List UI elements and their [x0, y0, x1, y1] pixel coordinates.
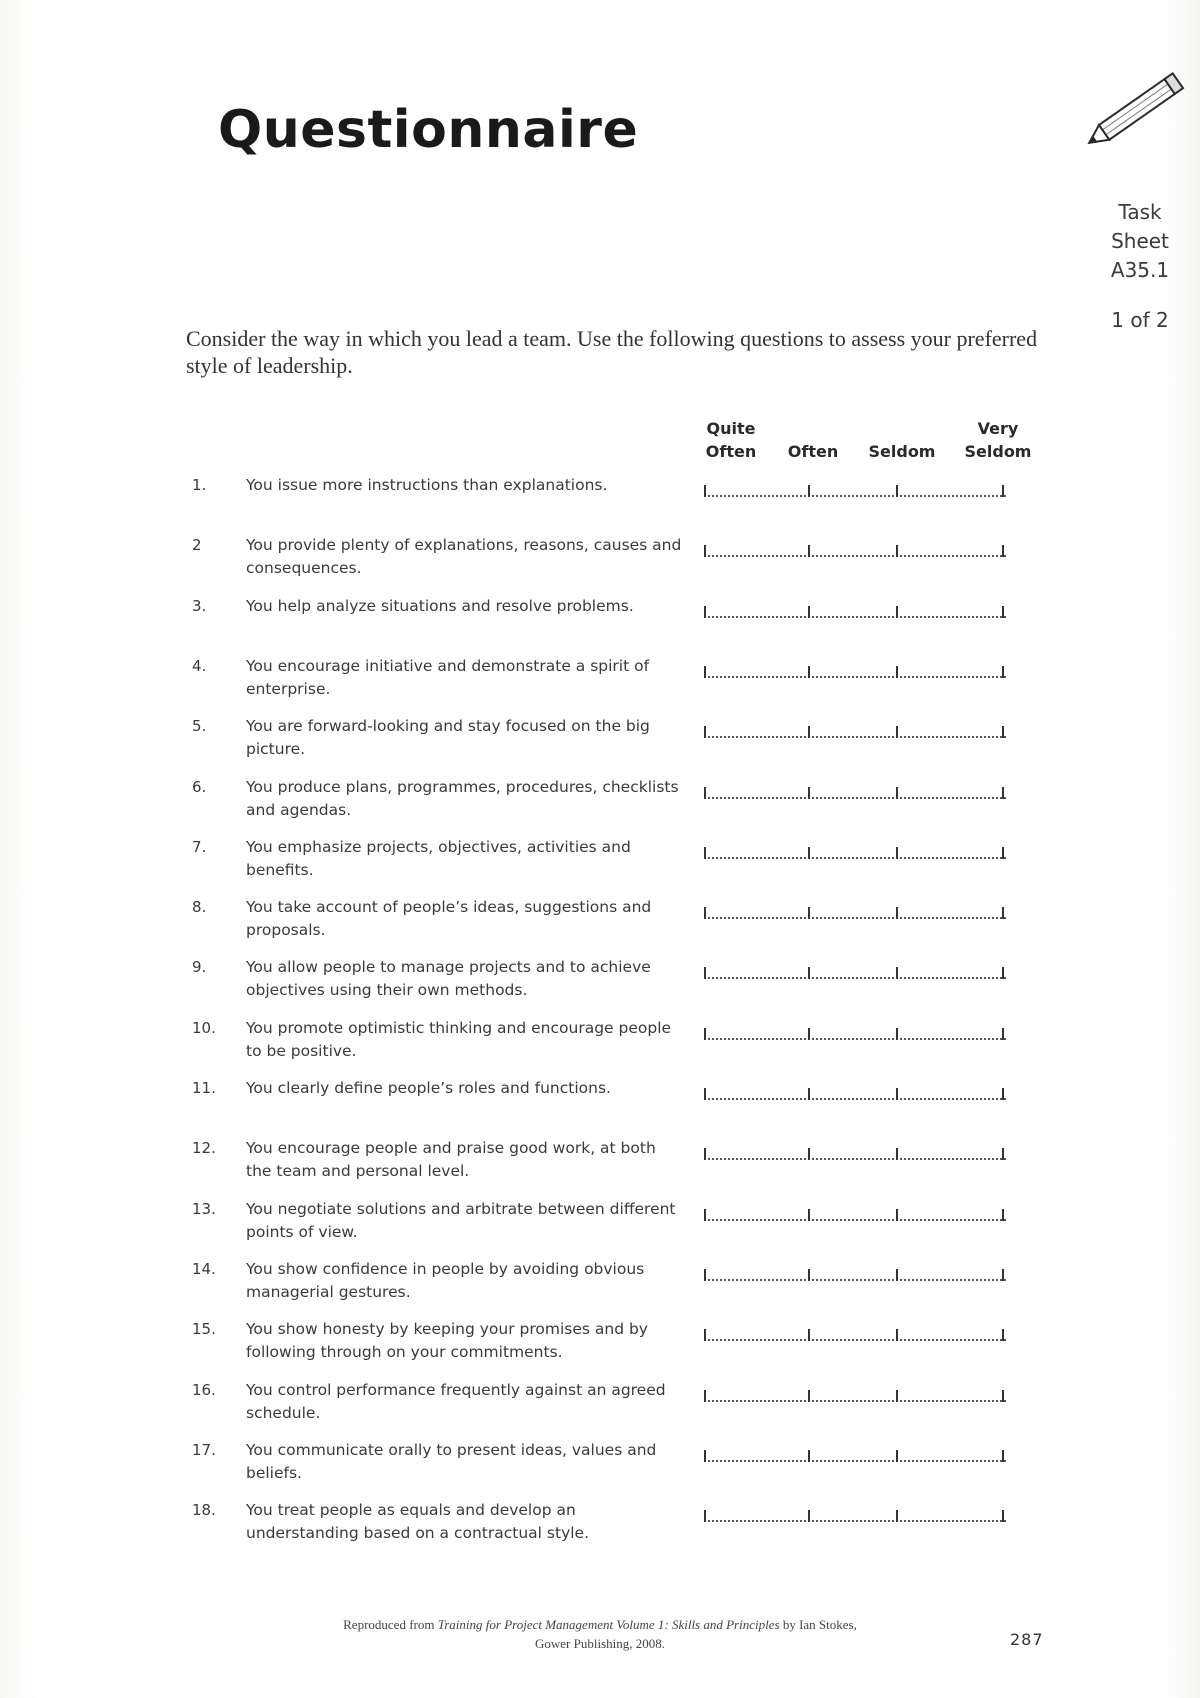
question-text: You issue more instructions than explanations.	[246, 476, 608, 494]
question-row	[0, 534, 1200, 590]
rating-scale-tick[interactable]	[1002, 666, 1004, 678]
rating-scale-tick[interactable]	[704, 1329, 706, 1341]
rating-scale[interactable]	[704, 664, 1006, 678]
column-quite-often	[696, 417, 766, 463]
question-row	[0, 1439, 1200, 1495]
column-very-seldom	[958, 417, 1038, 463]
question-row	[0, 474, 1200, 530]
rating-scale-tick[interactable]	[896, 907, 898, 919]
rating-scale-tick[interactable]	[808, 1209, 810, 1221]
column-quite-often-line-1: Quite	[706, 419, 756, 438]
rating-scale[interactable]	[704, 1207, 1006, 1221]
rating-scale-tick[interactable]	[1002, 1390, 1004, 1402]
rating-scale-tick[interactable]	[896, 1088, 898, 1100]
question-text: You provide plenty of explanations, reasons, causes and consequences.	[246, 536, 682, 577]
rating-scale-tick[interactable]	[704, 1028, 706, 1040]
rating-scale-tick[interactable]	[704, 1450, 706, 1462]
rating-scale-tick[interactable]	[808, 545, 810, 557]
rating-scale-line	[704, 917, 1006, 919]
question-number: 8.	[192, 898, 207, 916]
question-number: 10.	[192, 1019, 216, 1037]
rating-scale-tick[interactable]	[896, 726, 898, 738]
intro-text: Consider the way in which you lead a team. Use the following questions to assess your preferred style of leadership.	[186, 326, 1038, 378]
footer-suffix: by Ian Stokes,	[779, 1617, 857, 1632]
question-text: You negotiate solutions and arbitrate between different points of view.	[246, 1200, 676, 1241]
rating-scale-tick[interactable]	[808, 1088, 810, 1100]
rating-scale[interactable]	[704, 965, 1006, 979]
footer-book-title: Training for Project Management Volume 1: Skills and Principles	[437, 1617, 780, 1632]
rating-scale-tick[interactable]	[808, 1390, 810, 1402]
footer-credit	[240, 1615, 960, 1653]
rating-scale[interactable]	[704, 785, 1006, 799]
question-number: 9.	[192, 958, 207, 976]
rating-scale-line	[704, 555, 1006, 557]
rating-scale-line	[704, 1400, 1006, 1402]
rating-scale[interactable]	[704, 1508, 1006, 1522]
rating-scale-tick[interactable]	[808, 1450, 810, 1462]
page-number: 287	[1010, 1630, 1044, 1649]
question-row	[0, 1258, 1200, 1314]
question-number: 3.	[192, 597, 207, 615]
rating-scale-line	[704, 857, 1006, 859]
rating-scale-tick[interactable]	[1002, 1269, 1004, 1281]
rating-scale-tick[interactable]	[1002, 726, 1004, 738]
rating-scale-tick[interactable]	[704, 847, 706, 859]
rating-scale-line	[704, 1038, 1006, 1040]
rating-scale-tick[interactable]	[896, 1329, 898, 1341]
rating-scale-tick[interactable]	[808, 1329, 810, 1341]
rating-scale-tick[interactable]	[808, 1510, 810, 1522]
question-text: You clearly define people’s roles and functions.	[246, 1079, 611, 1097]
task-sheet-line-1: Task	[1118, 200, 1162, 224]
rating-scale-tick[interactable]	[1002, 545, 1004, 557]
question-text: You emphasize projects, objectives, activities and benefits.	[246, 838, 631, 879]
question-text: You show confidence in people by avoiding obvious managerial gestures.	[246, 1260, 645, 1301]
rating-scale[interactable]	[704, 483, 1006, 497]
rating-scale-tick[interactable]	[896, 787, 898, 799]
rating-scale-tick[interactable]	[704, 545, 706, 557]
rating-scale-tick[interactable]	[704, 1148, 706, 1160]
question-row	[0, 1137, 1200, 1193]
rating-scale[interactable]	[704, 1146, 1006, 1160]
column-seldom	[862, 440, 942, 463]
rating-scale-tick[interactable]	[808, 847, 810, 859]
rating-scale-line	[704, 1460, 1006, 1462]
rating-scale-line	[704, 1098, 1006, 1100]
rating-scale-tick[interactable]	[808, 485, 810, 497]
rating-scale-tick[interactable]	[704, 1088, 706, 1100]
footer-line-1	[240, 1615, 960, 1634]
question-number: 15.	[192, 1320, 216, 1338]
rating-scale-tick[interactable]	[808, 967, 810, 979]
rating-scale-tick[interactable]	[1002, 847, 1004, 859]
footer-prefix: Reproduced from	[343, 1617, 438, 1632]
rating-scale-tick[interactable]	[808, 726, 810, 738]
rating-scale-line	[704, 495, 1006, 497]
rating-scale-tick[interactable]	[1002, 1209, 1004, 1221]
question-row	[0, 1379, 1200, 1435]
question-text: You treat people as equals and develop an understanding based on a contractual style.	[246, 1501, 590, 1542]
footer-line-2: Gower Publishing, 2008.	[535, 1636, 665, 1651]
rating-scale-tick[interactable]	[896, 545, 898, 557]
rating-scale[interactable]	[704, 905, 1006, 919]
rating-scale-tick[interactable]	[704, 606, 706, 618]
rating-scale-tick[interactable]	[896, 1269, 898, 1281]
page-title: Questionnaire	[218, 100, 639, 160]
rating-scale[interactable]	[704, 1086, 1006, 1100]
column-often-label: Often	[787, 442, 839, 461]
rating-scale-tick[interactable]	[808, 606, 810, 618]
question-text: You encourage people and praise good work, at both the team and personal level.	[246, 1139, 656, 1180]
column-very-seldom-line-2: Seldom	[964, 442, 1032, 461]
task-sheet-label	[1100, 198, 1180, 285]
rating-scale[interactable]	[704, 845, 1006, 859]
question-text: You are forward-looking and stay focused on the big picture.	[246, 717, 650, 758]
rating-scale-tick[interactable]	[704, 1390, 706, 1402]
question-row	[0, 1499, 1200, 1555]
rating-scale-tick[interactable]	[1002, 1148, 1004, 1160]
question-row	[0, 655, 1200, 711]
question-number: 1.	[192, 476, 207, 494]
rating-scale-tick[interactable]	[1002, 787, 1004, 799]
question-text: You control performance frequently against an agreed schedule.	[246, 1381, 666, 1422]
question-row	[0, 776, 1200, 832]
rating-scale-tick[interactable]	[1002, 907, 1004, 919]
rating-scale-tick[interactable]	[1002, 1329, 1004, 1341]
question-row	[0, 1017, 1200, 1073]
question-number: 7.	[192, 838, 207, 856]
question-text: You communicate orally to present ideas, values and beliefs.	[246, 1441, 657, 1482]
question-number: 4.	[192, 657, 207, 675]
rating-scale-tick[interactable]	[1002, 967, 1004, 979]
rating-scale-tick[interactable]	[704, 1510, 706, 1522]
rating-scale-tick[interactable]	[704, 907, 706, 919]
rating-scale-tick[interactable]	[896, 485, 898, 497]
rating-scale-tick[interactable]	[808, 1148, 810, 1160]
rating-scale-line	[704, 797, 1006, 799]
rating-scale-tick[interactable]	[704, 666, 706, 678]
question-number: 12.	[192, 1139, 216, 1157]
question-row	[0, 595, 1200, 651]
task-sheet-line-2: Sheet	[1111, 229, 1169, 253]
rating-scale-line	[704, 1279, 1006, 1281]
rating-scale[interactable]	[704, 1448, 1006, 1462]
question-row	[0, 1318, 1200, 1374]
rating-scale-tick[interactable]	[1002, 1028, 1004, 1040]
rating-scale[interactable]	[704, 543, 1006, 557]
question-number: 5.	[192, 717, 207, 735]
question-row	[0, 956, 1200, 1012]
column-quite-often-line-2: Often	[705, 442, 757, 461]
question-number: 18.	[192, 1501, 216, 1519]
question-number: 16.	[192, 1381, 216, 1399]
rating-scale-line	[704, 1520, 1006, 1522]
rating-scale-tick[interactable]	[704, 726, 706, 738]
rating-scale-tick[interactable]	[808, 666, 810, 678]
rating-scale[interactable]	[704, 1267, 1006, 1281]
rating-scale-tick[interactable]	[704, 485, 706, 497]
question-text: You show honesty by keeping your promises and by following through on your commitments.	[246, 1320, 648, 1361]
question-text: You promote optimistic thinking and encourage people to be positive.	[246, 1019, 672, 1060]
rating-scale-tick[interactable]	[808, 787, 810, 799]
rating-scale[interactable]	[704, 1026, 1006, 1040]
rating-scale-tick[interactable]	[896, 1510, 898, 1522]
rating-scale-tick[interactable]	[896, 666, 898, 678]
question-number: 14.	[192, 1260, 216, 1278]
question-text: You help analyze situations and resolve problems.	[246, 597, 634, 615]
question-text: You take account of people’s ideas, suggestions and proposals.	[246, 898, 652, 939]
question-row	[0, 715, 1200, 771]
rating-scale-line	[704, 736, 1006, 738]
rating-scale[interactable]	[704, 1388, 1006, 1402]
rating-scale-tick[interactable]	[808, 1028, 810, 1040]
rating-scale-line	[704, 1158, 1006, 1160]
question-row	[0, 896, 1200, 952]
question-text: You encourage initiative and demonstrate a spirit of enterprise.	[246, 657, 650, 698]
rating-scale-tick[interactable]	[1002, 1088, 1004, 1100]
pencil-icon	[1080, 62, 1190, 162]
question-number: 11.	[192, 1079, 216, 1097]
rating-scale[interactable]	[704, 604, 1006, 618]
rating-scale-tick[interactable]	[896, 967, 898, 979]
rating-scale-tick[interactable]	[896, 1148, 898, 1160]
rating-scale-tick[interactable]	[808, 907, 810, 919]
rating-scale-line	[704, 1339, 1006, 1341]
rating-scale-tick[interactable]	[896, 1028, 898, 1040]
rating-scale-tick[interactable]	[1002, 1450, 1004, 1462]
question-number: 2	[192, 536, 202, 554]
rating-scale-tick[interactable]	[1002, 1510, 1004, 1522]
column-very-seldom-line-1: Very	[977, 419, 1019, 438]
task-sheet-line-3: A35.1	[1110, 258, 1170, 282]
rating-scale-tick[interactable]	[1002, 485, 1004, 497]
rating-scale-line	[704, 977, 1006, 979]
rating-scale-tick[interactable]	[896, 1390, 898, 1402]
question-row	[0, 1198, 1200, 1254]
rating-scale-tick[interactable]	[1002, 606, 1004, 618]
rating-scale[interactable]	[704, 724, 1006, 738]
column-seldom-label: Seldom	[868, 442, 936, 461]
question-number: 17.	[192, 1441, 216, 1459]
rating-scale-line	[704, 1219, 1006, 1221]
question-number: 13.	[192, 1200, 216, 1218]
rating-scale[interactable]	[704, 1327, 1006, 1341]
question-row	[0, 836, 1200, 892]
rating-scale-tick[interactable]	[808, 1269, 810, 1281]
rating-scale-tick[interactable]	[896, 847, 898, 859]
question-text: You produce plans, programmes, procedures, checklists and agendas.	[246, 778, 679, 819]
rating-scale-tick[interactable]	[704, 1209, 706, 1221]
rating-scale-line	[704, 616, 1006, 618]
column-often	[778, 440, 848, 463]
question-number: 6.	[192, 778, 207, 796]
rating-scale-tick[interactable]	[896, 606, 898, 618]
rating-scale-tick[interactable]	[704, 787, 706, 799]
question-text: You allow people to manage projects and to achieve objectives using their own methods.	[246, 958, 651, 999]
rating-scale-tick[interactable]	[896, 1209, 898, 1221]
rating-scale-tick[interactable]	[896, 1450, 898, 1462]
page-count: 1 of 2	[1111, 308, 1169, 332]
question-row	[0, 1077, 1200, 1133]
rating-scale-line	[704, 676, 1006, 678]
rating-scale-tick[interactable]	[704, 967, 706, 979]
rating-scale-tick[interactable]	[704, 1269, 706, 1281]
